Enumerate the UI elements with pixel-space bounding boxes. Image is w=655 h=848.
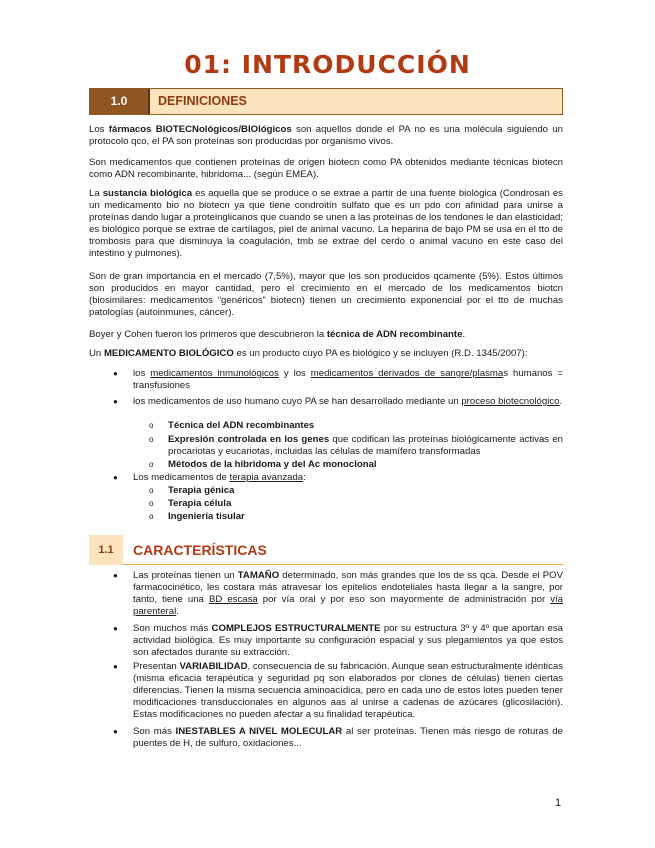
sub-list-item: Técnica del ADN recombinantes: [168, 420, 315, 431]
list-item: Presentan VARIABILIDAD, consecuencia de su fabricación. Aunque sean estructuralmente idénticas (misma eficacia terapéutica y seguridad pq son elaborados por clones de células) tienen ciertas diferencias. Tienen la misma secuencia aminoacídica, pero en cada uno de estos lotes pueden tener modificaciones transduccionales en algunos aas al unirse a cadenas de azúcares (glicosilación). Estas modificaciones no pueden afectar a su finalidad terapéutica.: [133, 661, 563, 720]
sub-list-item: Expresión controlada en los genes que codifican las proteínas biológicamente activas en procariotas y eucariotas, incluidas las células de mamífero transformadas: [168, 434, 563, 457]
paragraph-farmacos: Los fármacos BIOTECNológicos/BIOlógicos son aquellos donde el PA no es una molécula siguiendo un protocolo qco, el PA son proteínas son producidas por organismo vivos.: [89, 124, 564, 147]
bullet: ●: [113, 662, 118, 671]
paragraph-medicamentos: Son medicamentos que contienen proteínas de origen biotecn como PA obtenidos mediante técnicas biotecn como ADN recombinante, hibridoma... (según EMEA).: [89, 157, 563, 180]
sub-bullet: o: [149, 435, 154, 444]
paragraph-sustancia-biologica: La sustancia biológica es aquella que se produce o se extrae a partir de una fuente biológica (Condrosan es un medicamento bio no biotecn ya que tiene condroitín sulfato que es un pdo con afinidad para unirse a proteínas dando lugar a proteinglicanos que cuando se unen a las proteínas de los tendones le dan elasticidad; es biológico porque se extrae de cartílagos, piel de animal vacuno. La heparina de bajo PM se usa en el tto de trombosis para que disminuya la coagulación, tmb se extrae del cerdo o animal vacuno en este caso del intestino y pulmones).: [89, 188, 563, 259]
bullet: ●: [113, 727, 118, 736]
section-header-definiciones: [89, 88, 563, 115]
bullet: ●: [113, 473, 118, 482]
section-number: 1.1: [89, 535, 123, 565]
sub-bullet: o: [149, 460, 154, 469]
list-item: Son más INESTABLES A NIVEL MOLECULAR al ser proteínas. Tienen más riesgo de roturas de puentes de H, de sulfuro, oxidaciones...: [133, 726, 563, 749]
list-item: los medicamentos inmunológicos y los medicamentos derivados de sangre/plasmas humanos = transfusiones: [133, 368, 563, 391]
sub-bullet: o: [149, 421, 154, 430]
section-title: DEFINICIONES: [148, 89, 247, 114]
bullet: ●: [113, 397, 118, 406]
page-number: 1: [555, 797, 562, 809]
paragraph-medicamento-biologico: Un MEDICAMENTO BIOLÓGICO es un producto cuyo PA es biológico y se incluyen (R.D. 1345/2007):: [89, 348, 528, 359]
paragraph-mercado: Son de gran importancia en el mercado (7,5%), mayor que los son producidos qcamente (5%). Estos últimos son producidos en mayor cantidad, pero el crecimiento en el mercado de los medicamentos biotcn (biosimilares: medicamentos “genéricos” biotecn) tienen un crecimiento exponencial por el tto de muchas patologías (autoinmunes, cáncer).: [89, 271, 563, 318]
paragraph-boyer-cohen: Boyer y Cohen fueron los primeros que descubrieron la técnica de ADN recombinante.: [89, 329, 466, 340]
section-underline: [123, 564, 563, 565]
list-item: Son muchos más COMPLEJOS ESTRUCTURALMENTE por su estructura 3º y 4º que aportan esa actividad biológica. Es muy importante su configuración espacial y sus plegamientos ya que estos son afectados durante su extracción.: [133, 623, 563, 658]
page-title: 01: INTRODUCCIÓN: [184, 50, 471, 79]
section-title: CARACTERÍSTICAS: [133, 542, 267, 558]
bullet: ●: [113, 624, 118, 633]
section-number: 1.0: [90, 89, 148, 114]
section-header-caracteristicas: [89, 535, 563, 565]
sub-list-item: Ingeniería tisular: [168, 511, 245, 522]
list-item: Las proteínas tienen un TAMAÑO determinado, son más grandes que los de ss qca. Desde el POV farmacocinético, les costara más atravesar los epitelios endoteliales hasta llegar a la sangre, por tanto, tiene una BD escasa por vía oral y por eso son mayormente de administración por vía parenteral.: [133, 570, 564, 617]
sub-list-item: Terapia célula: [168, 498, 232, 509]
sub-bullet: o: [149, 499, 154, 508]
sub-bullet: o: [149, 512, 154, 521]
bullet: ●: [113, 369, 118, 378]
sub-list-item: Métodos de la hibridoma y del Ac monoclonal: [168, 459, 377, 470]
list-item: Los medicamentos de terapia avanzada:: [133, 472, 306, 483]
bullet: ●: [113, 571, 118, 580]
sub-bullet: o: [149, 486, 154, 495]
sub-list-item: Terapia génica: [168, 485, 235, 496]
list-item: los medicamentos de uso humano cuyo PA se han desarrollado mediante un proceso biotecnológico.: [133, 396, 563, 407]
